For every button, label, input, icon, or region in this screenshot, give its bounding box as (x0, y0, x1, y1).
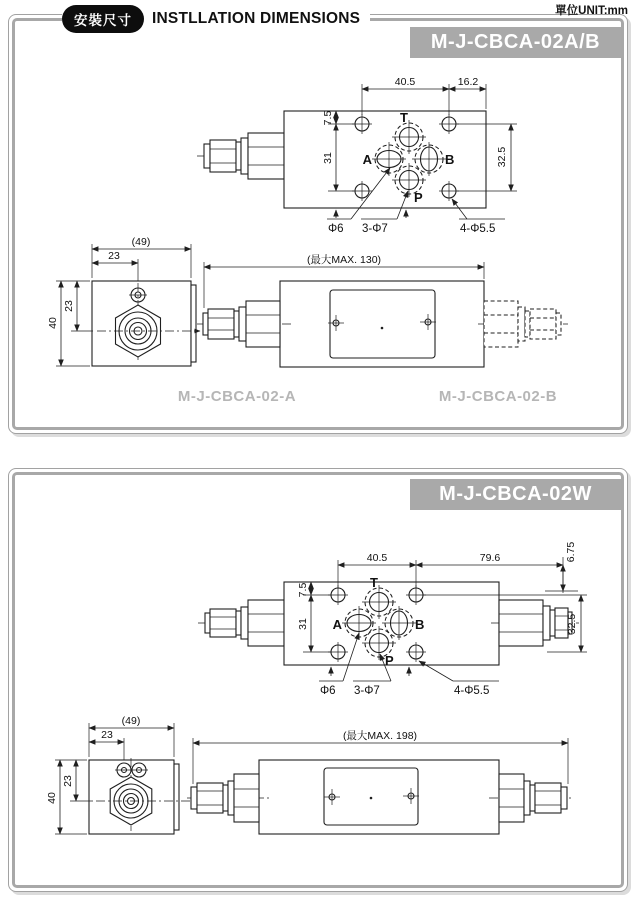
model-title-bar: M-J-CBCA-02A/B (410, 27, 621, 58)
top-view (198, 542, 587, 697)
callout-3phi7: 3-Φ7 (362, 223, 388, 235)
dim-23-top: 23 (108, 250, 120, 262)
front-view (47, 236, 200, 366)
dim-6-75: 6.75 (565, 541, 577, 563)
section-title: INSTLLATION DIMENSIONS (152, 10, 361, 27)
port-label-p: P (414, 190, 423, 205)
model-title-bar: M-J-CBCA-02W (410, 479, 621, 510)
dim-23-top: 23 (101, 729, 113, 741)
side-view (187, 729, 571, 834)
callout-phi6: Φ6 (328, 223, 344, 235)
section-badge: 安裝尺寸 (62, 5, 144, 33)
dim-32-5: 32.5 (566, 613, 578, 635)
callout-3phi7: 3-Φ7 (354, 685, 380, 697)
port-label-p: P (385, 653, 394, 668)
dim-40-5: 40.5 (394, 76, 416, 88)
top-view (197, 76, 517, 235)
port-label-t: T (370, 575, 378, 590)
panel-mjcbca-02w (8, 468, 628, 892)
dim-23-left: 23 (63, 300, 75, 312)
dim-49: (49) (121, 715, 141, 727)
side-view (178, 253, 568, 405)
dim-31: 31 (322, 152, 334, 164)
dim-40: 40 (46, 792, 58, 804)
dim-16-2: 16.2 (457, 76, 479, 88)
variant-label-a: M-J-CBCA-02-A (177, 388, 297, 405)
callout-phi6: Φ6 (320, 685, 336, 697)
dim-max-198: (最大MAX. 198) (342, 730, 418, 742)
front-view (46, 715, 199, 834)
dim-max-130: (最大MAX. 130) (306, 254, 382, 266)
dim-23-left: 23 (62, 775, 74, 787)
dim-40: 40 (47, 317, 59, 329)
variant-label-b: M-J-CBCA-02-B (438, 388, 558, 405)
unit-label: 單位UNIT:mm (555, 5, 628, 17)
port-label-b: B (445, 152, 455, 167)
panel-mjcbca-02ab (8, 14, 628, 434)
dim-31: 31 (297, 618, 309, 630)
port-label-a: A (332, 617, 342, 632)
dim-32-5: 32.5 (496, 146, 508, 168)
section-header (62, 5, 370, 33)
port-label-t: T (400, 110, 408, 125)
dim-49: (49) (131, 236, 151, 248)
callout-4phi55: 4-Φ5.5 (454, 685, 490, 697)
dim-40-5: 40.5 (366, 552, 388, 564)
panel2-drawing (9, 469, 623, 887)
port-label-b: B (415, 617, 425, 632)
dim-7-5: 7.5 (322, 110, 334, 126)
dim-7-5: 7.5 (297, 582, 309, 598)
dim-79-6: 79.6 (479, 552, 501, 564)
callout-4phi55: 4-Φ5.5 (460, 223, 496, 235)
port-label-a: A (362, 152, 372, 167)
panel1-drawing (9, 15, 623, 429)
